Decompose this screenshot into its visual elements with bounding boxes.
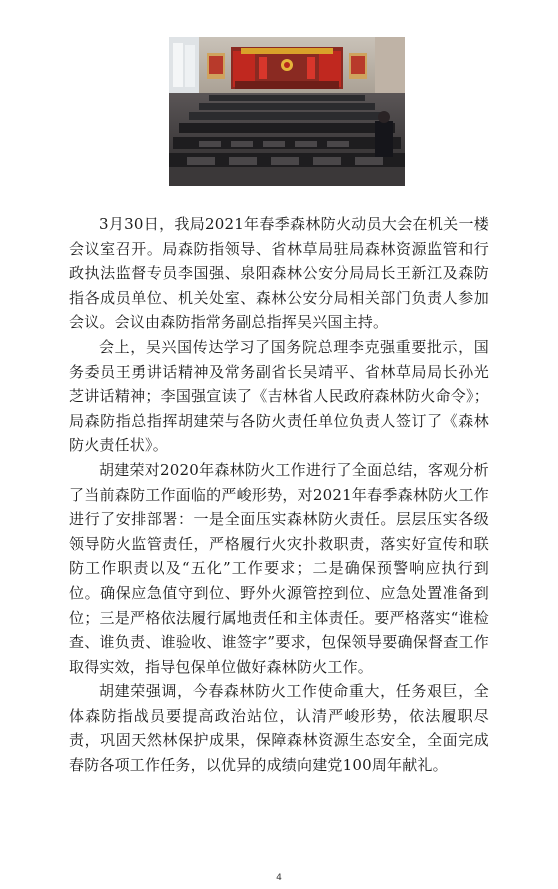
paragraph-3: 胡建荣对2020年森林防火工作进行了全面总结，客观分析了当前森防工作面临的严峻形势，对2021年春季森林防火工作进行了安排部署：一是全面压实森林防火责任。层层压实各级领导防火监管责任，严格履行火灾扑救职责，落实好宣传和联防工作职责以及“五化”工作要求；二是确保预警响应执行到位。确保应急值守到位、野外火源管控到位、应急处置准备到位；三是严格依法履行属地责任和主体责任。要严格落实“谁检查、谁负责、谁验收、谁签字”要求，包保领导要确保督查工作取得实效，指导包保单位做好森林防火工作。: [69, 460, 489, 676]
paragraph-1: 3月30日，我局2021年春季森林防火动员大会在机关一楼会议室召开。局森防指领导、省林草局驻局森林资源监管和行政执法监督专员李国强、泉阳森林公安分局局长王新江及森防指各成员单位、机关处室、森林公安分局相关部门负责人参加会议。会议由森防指常务副总指挥吴兴国主持。: [69, 215, 489, 332]
paragraph-4: 胡建荣强调，今春森林防火工作使命重大，任务艰巨，全体森防指战员要提高政治站位，认清严峻形势，依法履职尽责，巩固天然林保护成果，保障森林资源生态安全，全面完成春防各项工作任务，以优异的成绩向建党100周年献礼。: [69, 682, 489, 775]
page-number: 4: [276, 873, 282, 883]
paragraph-2: 会上，吴兴国传达学习了国务院总理李克强重要批示，国务委员王勇讲话精神及常务副省长吴靖平、省林草局局长孙光芝讲话精神；李国强宣读了《吉林省人民政府森林防火命令》；局森防指总指挥胡建荣与各防火责任单位负责人签订了《森林防火责任状》。: [69, 337, 489, 455]
article-body: [69, 212, 489, 778]
meeting-photo: [169, 37, 405, 186]
meeting-room-photo: [169, 37, 405, 186]
